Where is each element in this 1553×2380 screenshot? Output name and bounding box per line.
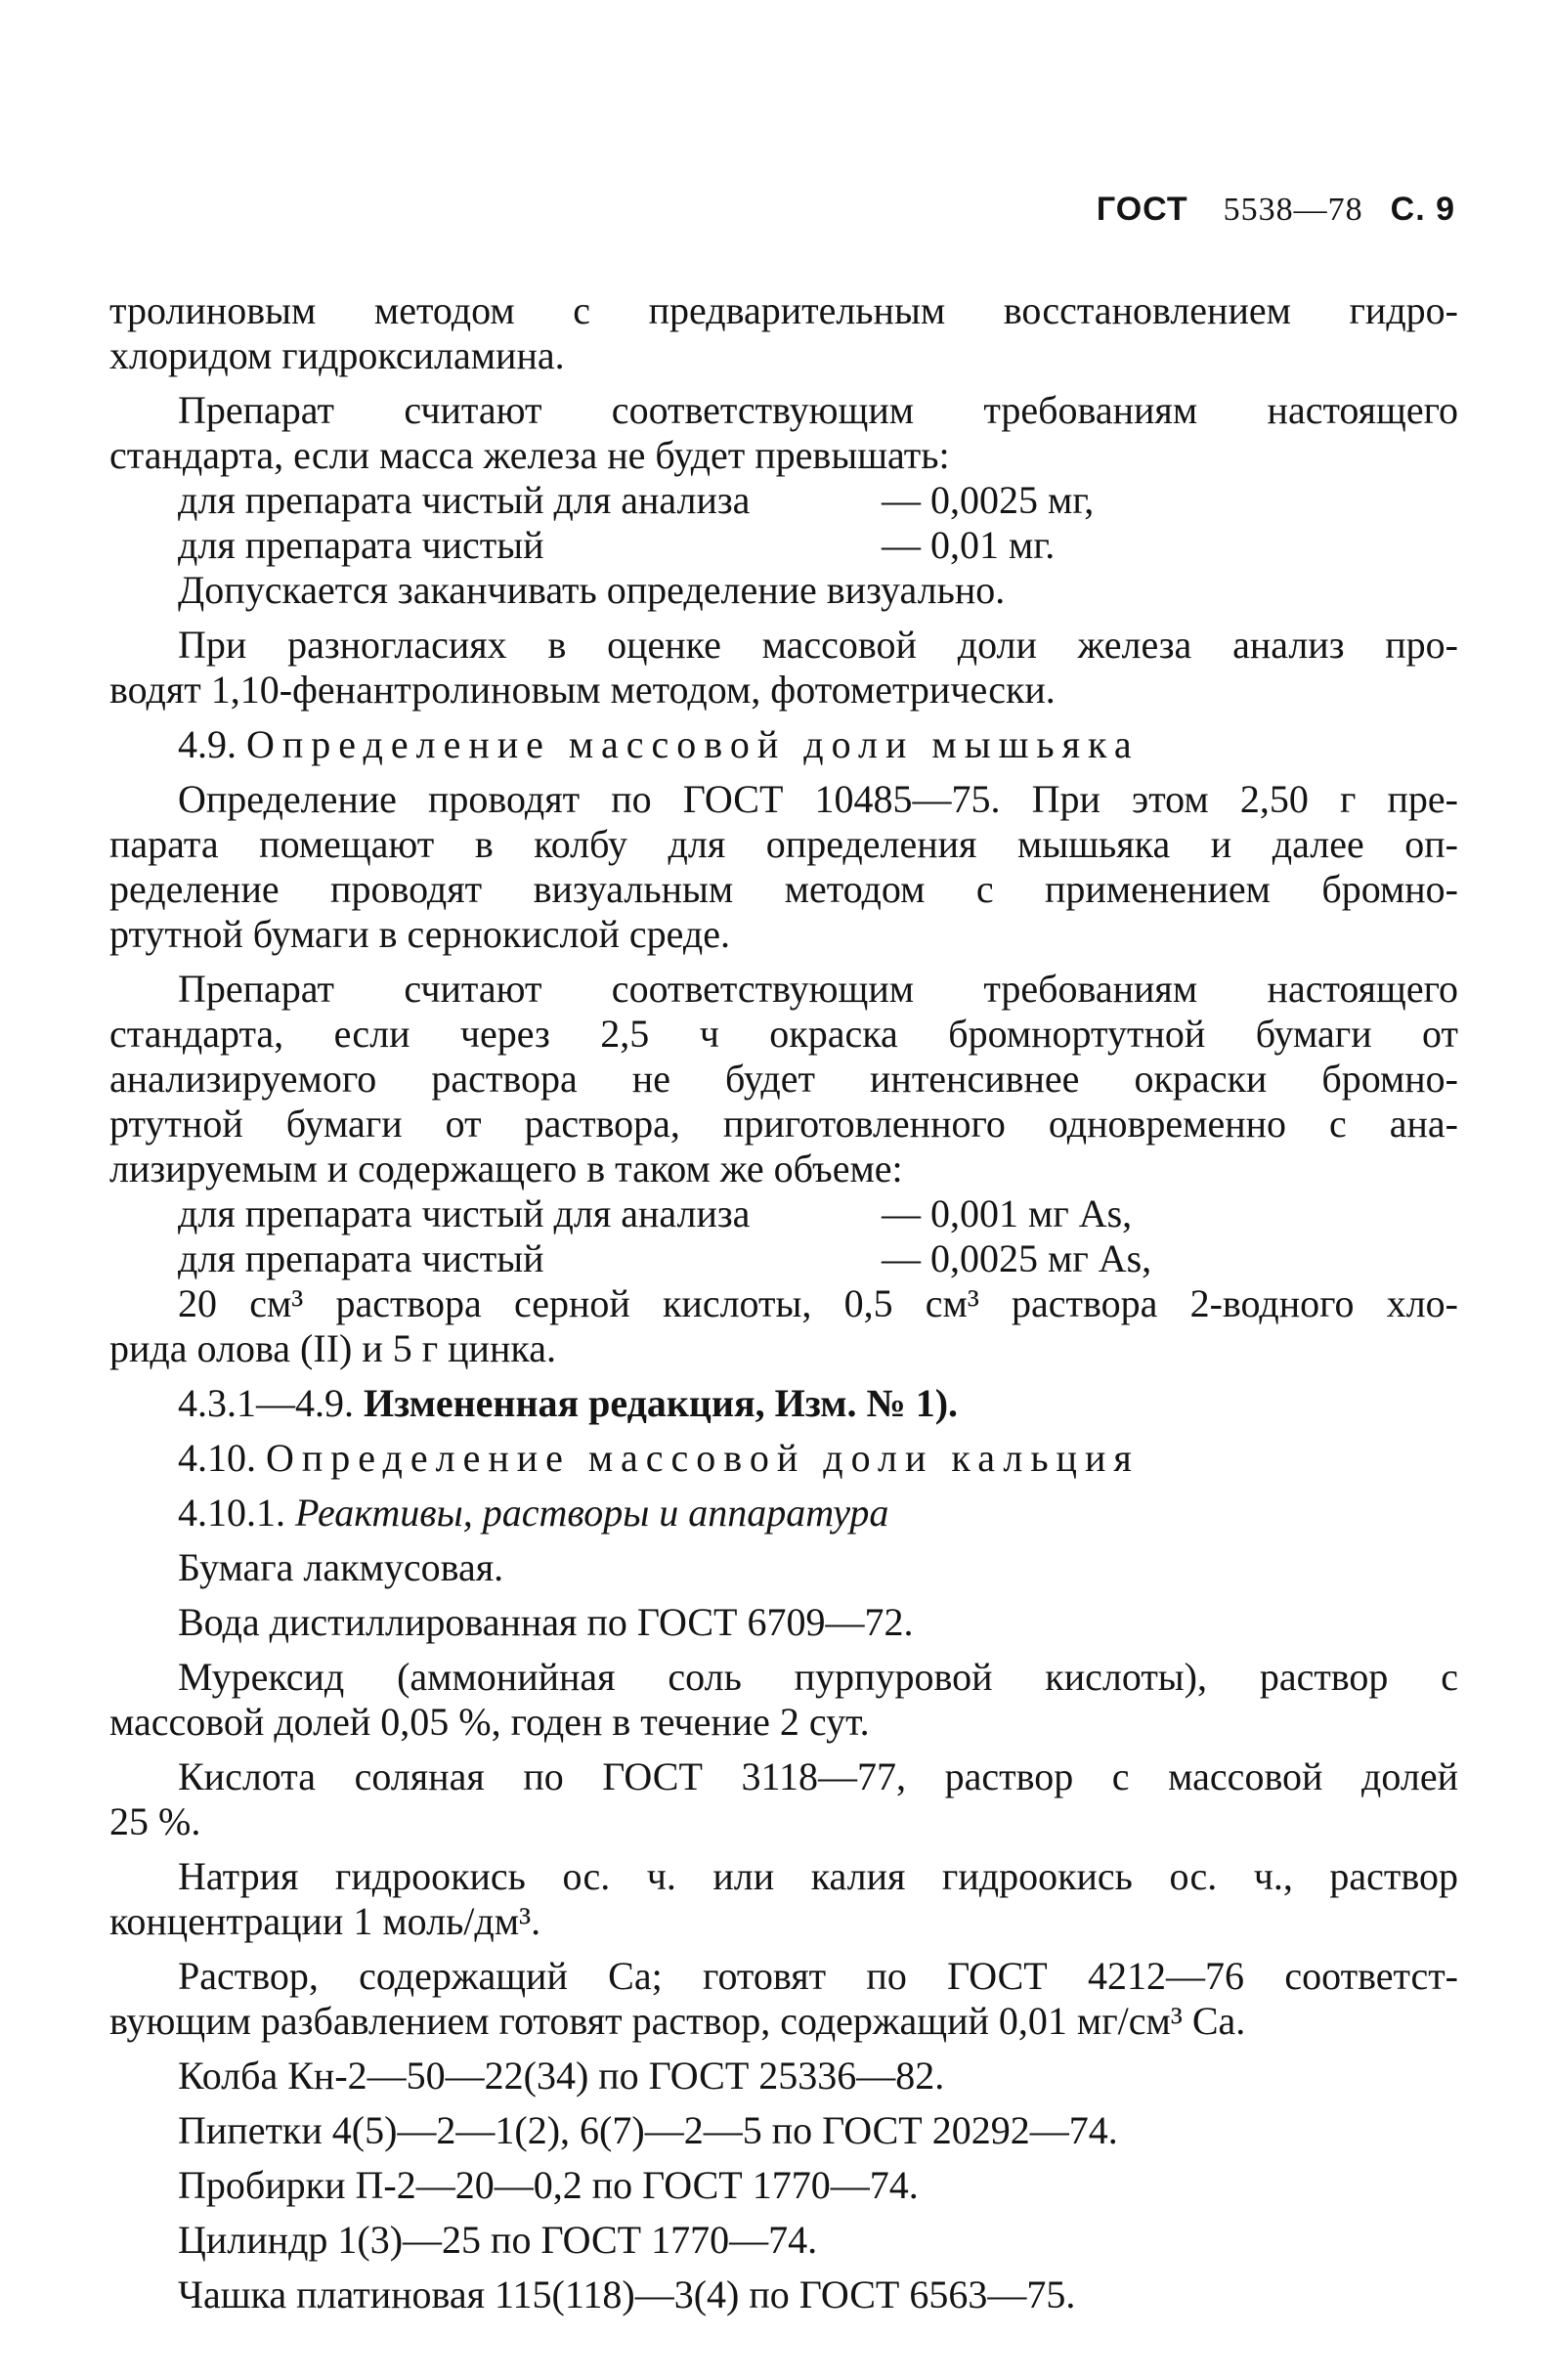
text-line: рида олова (II) и 5 г цинка. bbox=[109, 1326, 556, 1370]
limit-label: для препарата чистый для анализа bbox=[178, 1191, 751, 1235]
header-page-number: С. 9 bbox=[1390, 191, 1455, 228]
text-line: стандарта, если масса железа не будет превышать: bbox=[109, 433, 950, 477]
text-line: тролиновым методом с предварительным восстановлением гидро- bbox=[109, 288, 1458, 332]
section-number: 4.10. bbox=[178, 1436, 256, 1480]
limit-value: — 0,0025 мг As, bbox=[882, 1236, 1152, 1280]
text-line: ределение проводят визуальным методом с применением бромно- bbox=[109, 867, 1458, 911]
subsection-number: 4.10.1. bbox=[178, 1491, 285, 1535]
text-line: парата помещают в колбу для определения мышьяка и далее оп- bbox=[109, 822, 1458, 866]
header-standard: ГОСТ bbox=[1096, 191, 1188, 228]
text-line: концентрации 1 моль/дм³. bbox=[109, 1899, 541, 1943]
reagent-item: Раствор, содержащий Са; готовят по ГОСТ 4212—76 соответст- bbox=[178, 1954, 1458, 1998]
text-line: Допускается заканчивать определение визуально. bbox=[178, 568, 1006, 612]
equipment-item: Колба Кн-2—50—22(34) по ГОСТ 25336—82. bbox=[178, 2054, 945, 2098]
amendment-ref: 4.3.1—4.9. bbox=[178, 1381, 354, 1425]
reagent-item: Вода дистиллированная по ГОСТ 6709—72. bbox=[178, 1600, 914, 1644]
text-line: 20 см³ раствора серной кислоты, 0,5 см³ раствора 2-водного хло- bbox=[178, 1281, 1458, 1325]
text-line: водят 1,10-фенантролиновым методом, фотометрически. bbox=[109, 668, 1056, 712]
text-line: стандарта, если через 2,5 ч окраска бромнортутной бумаги от bbox=[109, 1012, 1458, 1056]
text-line: анализируемого раствора не будет интенсивнее окраски бромно- bbox=[109, 1057, 1458, 1101]
text-line: При разногласиях в оценке массовой доли железа анализ про- bbox=[178, 623, 1458, 667]
subsection-title: Реактивы, растворы и аппаратура bbox=[295, 1491, 889, 1535]
section-title: Определение массовой доли кальция bbox=[266, 1436, 1140, 1480]
section-title: Определение массовой доли мышьяка bbox=[246, 722, 1140, 766]
text-line: хлоридом гидроксиламина. bbox=[109, 333, 565, 377]
text-line: вующим разбавлением готовят раствор, содержащий 0,01 мг/см³ Са. bbox=[109, 1999, 1246, 2043]
text-line: Определение проводят по ГОСТ 10485—75. При этом 2,50 г пре- bbox=[178, 777, 1458, 821]
arsenic-limit-pure bbox=[109, 1236, 1458, 1281]
arsenic-limit-analytical bbox=[109, 1191, 1458, 1236]
text-line: лизируемым и содержащего в таком же объеме: bbox=[109, 1147, 903, 1190]
limit-label: для препарата чистый для анализа bbox=[178, 478, 751, 522]
iron-limit-pure bbox=[109, 523, 1458, 568]
reagent-item: Кислота соляная по ГОСТ 3118—77, раствор с массовой долей bbox=[178, 1754, 1458, 1798]
text-line: 25 %. bbox=[109, 1799, 201, 1843]
header-standard-number: 5538—78 bbox=[1223, 192, 1363, 228]
equipment-item: Чашка платиновая 115(118)—3(4) по ГОСТ 6563—75. bbox=[178, 2272, 1076, 2316]
limit-value: — 0,001 мг As, bbox=[882, 1191, 1133, 1235]
document-body bbox=[109, 288, 1458, 2317]
section-number: 4.9. bbox=[178, 722, 237, 766]
text-line: Препарат считают соответствующим требованиям настоящего bbox=[178, 388, 1458, 432]
equipment-item: Пипетки 4(5)—2—1(2), 6(7)—2—5 по ГОСТ 20292—74. bbox=[178, 2108, 1118, 2152]
page-header bbox=[1097, 191, 1455, 229]
limit-value: — 0,0025 мг, bbox=[882, 478, 1095, 522]
limit-label: для препарата чистый bbox=[178, 1236, 544, 1280]
reagent-item: Бумага лакмусовая. bbox=[178, 1545, 504, 1589]
reagent-item: Мурексид (аммонийная соль пурпуровой кислоты), раствор с bbox=[178, 1655, 1458, 1699]
equipment-item: Цилиндр 1(3)—25 по ГОСТ 1770—74. bbox=[178, 2218, 818, 2262]
text-line: ртутной бумаги от раствора, приготовленного одновременно с ана- bbox=[109, 1102, 1458, 1146]
amendment-text: Измененная редакция, Изм. № 1). bbox=[364, 1381, 959, 1425]
reagent-item: Натрия гидроокись ос. ч. или калия гидроокись ос. ч., раствор bbox=[178, 1854, 1458, 1898]
subsection-heading bbox=[109, 1491, 1458, 1536]
iron-limit-analytical bbox=[109, 478, 1458, 523]
section-heading-calcium bbox=[109, 1436, 1458, 1481]
section-heading-arsenic bbox=[109, 722, 1458, 767]
equipment-item: Пробирки П-2—20—0,2 по ГОСТ 1770—74. bbox=[178, 2163, 919, 2207]
limit-label: для препарата чистый bbox=[178, 523, 544, 567]
text-line: ртутной бумаги в сернокислой среде. bbox=[109, 912, 730, 956]
text-line: Препарат считают соответствующим требованиям настоящего bbox=[178, 967, 1458, 1011]
amendment-note bbox=[109, 1381, 1458, 1426]
text-line: массовой долей 0,05 %, годен в течение 2 сут. bbox=[109, 1700, 870, 1744]
limit-value: — 0,01 мг. bbox=[882, 523, 1056, 567]
